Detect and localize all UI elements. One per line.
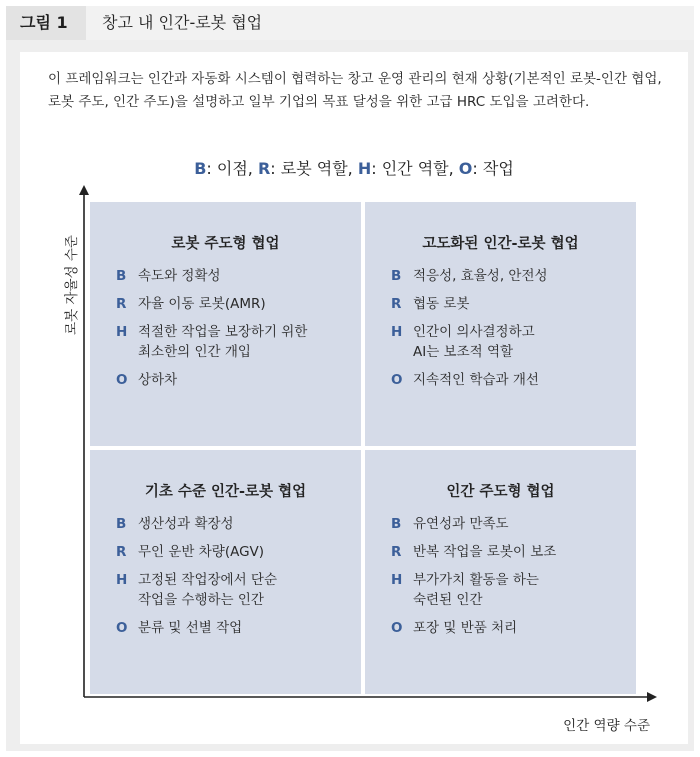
x-axis-label: 인간 역량 수준 — [563, 718, 650, 734]
quadrant-item-text: 분류 및 선별 작업 — [138, 620, 243, 636]
quadrant-item-text: 적응성, 효율성, 안전성 — [413, 268, 548, 284]
quadrant-item-key: H — [116, 572, 128, 588]
quadrant-item-key: B — [391, 268, 402, 284]
quadrant-item — [391, 542, 624, 562]
legend-key-o: O — [458, 159, 473, 178]
quadrant-item-text: 포장 및 반품 처리 — [413, 620, 518, 636]
quadrant-item — [116, 514, 349, 534]
quadrant-item-key: R — [391, 296, 402, 312]
quadrant-item — [391, 370, 624, 390]
legend-key-h: H — [357, 159, 372, 178]
quadrant-item-key: R — [116, 544, 127, 560]
quadrant-item-text: 반복 작업을 로봇이 보조 — [413, 544, 557, 560]
quadrant-item — [391, 294, 624, 314]
quadrant-robot-led — [90, 202, 361, 446]
quadrant-item-list — [391, 266, 624, 398]
quadrant-item-key: O — [116, 620, 128, 636]
quadrant-item — [116, 370, 349, 390]
quadrant-item — [391, 570, 624, 610]
quadrant-human-led — [365, 450, 636, 694]
quadrant-item-text: 적절한 작업을 보장하기 위한 최소한의 인간 개입 — [138, 324, 308, 360]
quadrant-item-text: 속도와 정확성 — [138, 268, 221, 284]
quadrant-item — [391, 514, 624, 534]
quadrant-item — [116, 618, 349, 638]
quadrant-item-text: 지속적인 학습과 개선 — [413, 372, 539, 388]
quadrant-item-text: 자율 이동 로봇(AMR) — [138, 296, 266, 312]
quadrant-item — [116, 266, 349, 286]
quadrant-title: 고도화된 인간-로봇 협업 — [422, 236, 579, 252]
quadrant-item — [391, 322, 624, 362]
legend-key-r: R — [257, 159, 271, 178]
legend-text-o: : 작업 — [472, 159, 514, 178]
y-axis-label: 로봇 자율성 수준 — [64, 235, 80, 335]
figure-description: 이 프레임워크는 인간과 자동화 시스템이 협력하는 창고 운영 관리의 현재 상황(기본적인 로봇-인간 협업, 로봇 주도, 인간 주도)을 설명하고 일부 기업의 목표 달성을 위한 고급 HRC 도입을 고려한다. — [48, 71, 662, 110]
quadrant-item-key: R — [391, 544, 402, 560]
quadrant-item-key: R — [116, 296, 127, 312]
quadrant-item-text: 고정된 작업장에서 단순 작업을 수행하는 인간 — [138, 572, 277, 608]
quadrant-title: 로봇 주도형 협업 — [171, 236, 280, 252]
figure-title: 창고 내 인간-로봇 협업 — [86, 6, 694, 40]
quadrant-item — [116, 542, 349, 562]
quadrant-item-text: 생산성과 확장성 — [138, 516, 234, 532]
quadrant-item-key: H — [391, 572, 403, 588]
quadrant-item-key: O — [391, 372, 403, 388]
quadrant-title: 인간 주도형 협업 — [446, 484, 555, 500]
quadrant-item — [391, 266, 624, 286]
quadrant-item-key: H — [391, 324, 403, 340]
quadrant-item — [116, 570, 349, 610]
quadrant-item-list — [116, 514, 349, 646]
quadrant-item — [116, 294, 349, 314]
quadrant-title: 기초 수준 인간-로봇 협업 — [144, 484, 307, 500]
legend-text-r: : 로봇 역할, — [270, 159, 358, 178]
figure-frame — [6, 6, 694, 751]
quadrant-item-key: O — [116, 372, 128, 388]
legend-key-b: B — [194, 159, 207, 178]
quadrant-item-key: B — [116, 268, 127, 284]
quadrant-diagram — [20, 52, 688, 744]
quadrant-item-text: 협동 로봇 — [413, 296, 470, 312]
legend-text-h: : 인간 역할, — [371, 159, 459, 178]
quadrant-item-text: 상하차 — [138, 372, 178, 388]
quadrant-item-text: 무인 운반 차량(AGV) — [138, 544, 265, 560]
quadrant-item-list — [391, 514, 624, 646]
quadrant-basic-hrc — [90, 450, 361, 694]
quadrant-item — [116, 322, 349, 362]
legend-text-b: : 이점, — [206, 159, 258, 178]
figure-label: 그림 1 — [6, 6, 86, 40]
quadrant-item — [391, 618, 624, 638]
quadrant-item-text: 유연성과 만족도 — [413, 516, 509, 532]
quadrant-item-key: H — [116, 324, 128, 340]
figure-panel — [20, 52, 688, 744]
quadrant-item-key: B — [116, 516, 127, 532]
quadrant-item-key: B — [391, 516, 402, 532]
quadrant-item-key: O — [391, 620, 403, 636]
figure-header — [6, 6, 694, 40]
quadrant-item-text: 부가가치 활동을 하는 숙련된 인간 — [413, 572, 539, 608]
quadrant-item-text: 인간이 의사결정하고 AI는 보조적 역할 — [413, 324, 535, 360]
quadrant-advanced-hrc — [365, 202, 636, 446]
quadrant-item-list — [116, 266, 349, 398]
